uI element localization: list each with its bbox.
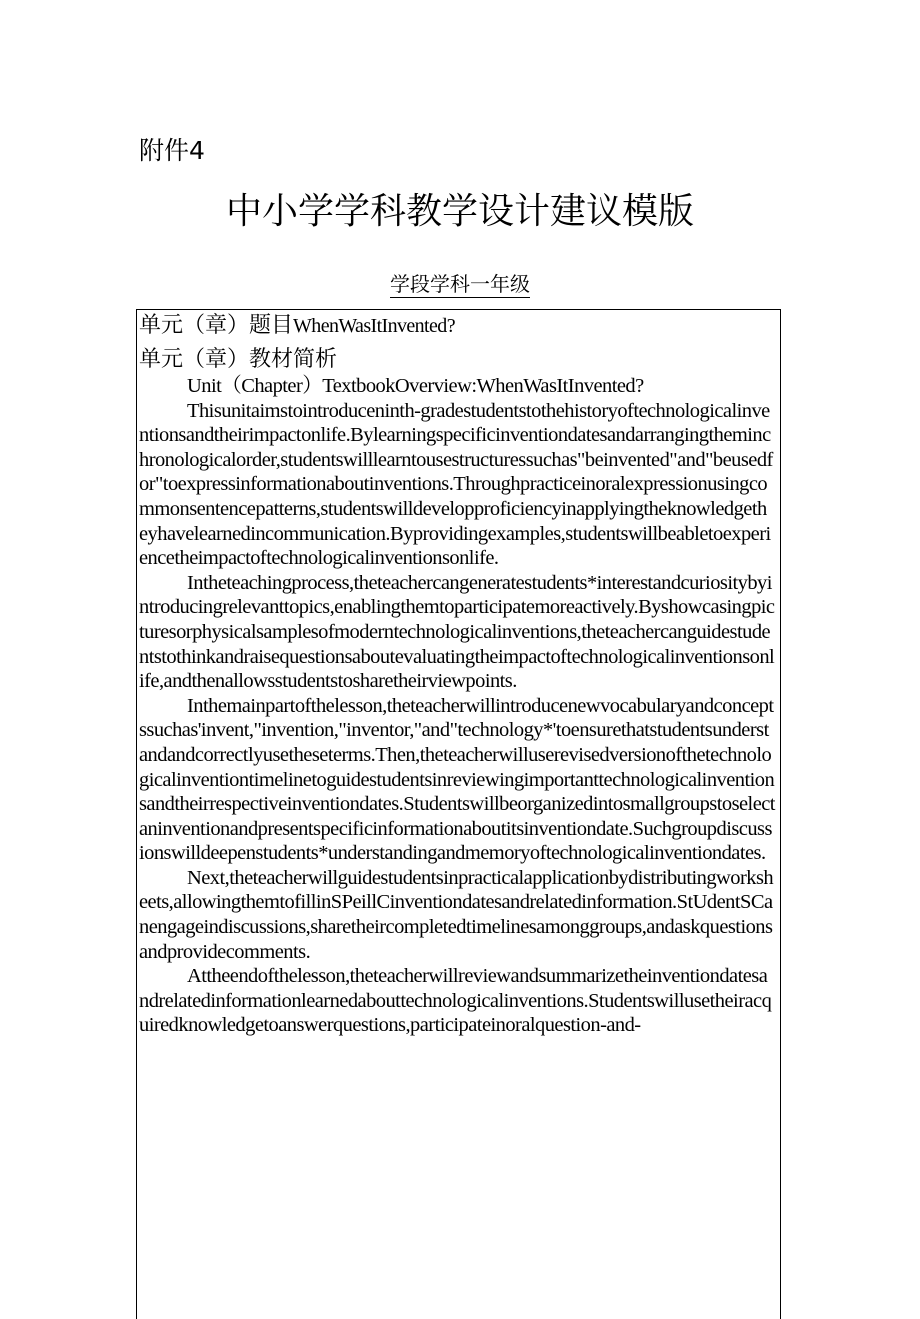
attachment-label: 附件4	[139, 136, 205, 165]
overview-line: Unit（Chapter）TextbookOverview:WhenWasItInvented?	[187, 375, 644, 397]
analysis-body	[139, 374, 775, 1038]
design-form-box	[136, 309, 781, 1319]
unit-topic-label: 单元（章）题目	[139, 313, 294, 338]
unit-analysis-label: 单元（章）教材简析	[139, 347, 338, 372]
analysis-paragraph: Inthemainpartofthelesson,theteacherwillintroducenewvocabularyandconceptssuchas'invent,"invention,"inventor,"and"technology*'toensurethatstudentsunderstandandcorrectlyusetheseterms.Then,theteacherwilluserevisedversionofthetechnologicalinventiontimelinetoguidestudentsinreviewingimportanttechnologicalinventionsandtheirrespectiveinventiondates.Studentswillbeorganizedintosmallgroupstoselectaninventionandpresentspecificinformationaboutitsinventiondate.Suchgroupdiscussionswilldeepenstudents*understandingandmemoryoftechnologicalinventiondates.	[139, 694, 775, 865]
unit-topic-value: WhenWasItInvented?	[293, 315, 455, 337]
document-title: 中小学学科教学设计建议模版	[225, 191, 694, 232]
analysis-paragraph: Intheteachingprocess,theteachercangeneratestudents*interestandcuriositybyintroducingrelevanttopics,enablingthemtoparticipatemoreactively.Byshowcasingpicturesorphysicalsamplesofmoderntechnologicalinventions,theteachercanguidestudentstothinkandraisequestionsaboutevaluatingtheimpactoftechnologicalinventionsonlife,andthenallowsstudentstosharetheirviewpoints.	[139, 571, 775, 693]
stage-subject-line	[0, 271, 920, 297]
analysis-paragraph: Thisunitaimstointroduceninth-gradestudentstothehistoryoftechnologicalinventionsandtheirimpactonlife.Bylearningspecificinventiondatesandarrangingtheminchronologicalorder,studentswilllearntousestructuressuchas"beinvented"and"beusedfor"toexpressinformationaboutinventions.Throughpracticeinoralexpressionusingcommonsentencepatterns,studentswilldevelopproficiencyinapplyingtheknowledgetheyhavelearnedincommunication.Byprovidingexamples,studentswillbeabletoexperiencetheimpactoftechnologicalinventionsonlife.	[139, 399, 773, 570]
analysis-paragraph: Attheendofthelesson,theteacherwillreviewandsummarizetheinventiondatesandrelatedinformationlearnedabouttechnologicalinventions.Studentswillusetheiracquiredknowledgetoanswerquestions,participateinoralquestion-and-	[139, 965, 772, 1037]
analysis-paragraph: Next,theteacherwillguidestudentsinpracticalapplicationbydistributingworksheets,allowingthemtofillinSPeillCinventiondatesandrelatedinformation.StUdentSCanengageindiscussions,sharetheircompletedtimelinesamonggroups,andaskquestionsandprovidecomments.	[139, 866, 774, 963]
unit-topic-row	[139, 312, 455, 340]
stage-subject-text: 学段学科一年级	[390, 272, 530, 296]
